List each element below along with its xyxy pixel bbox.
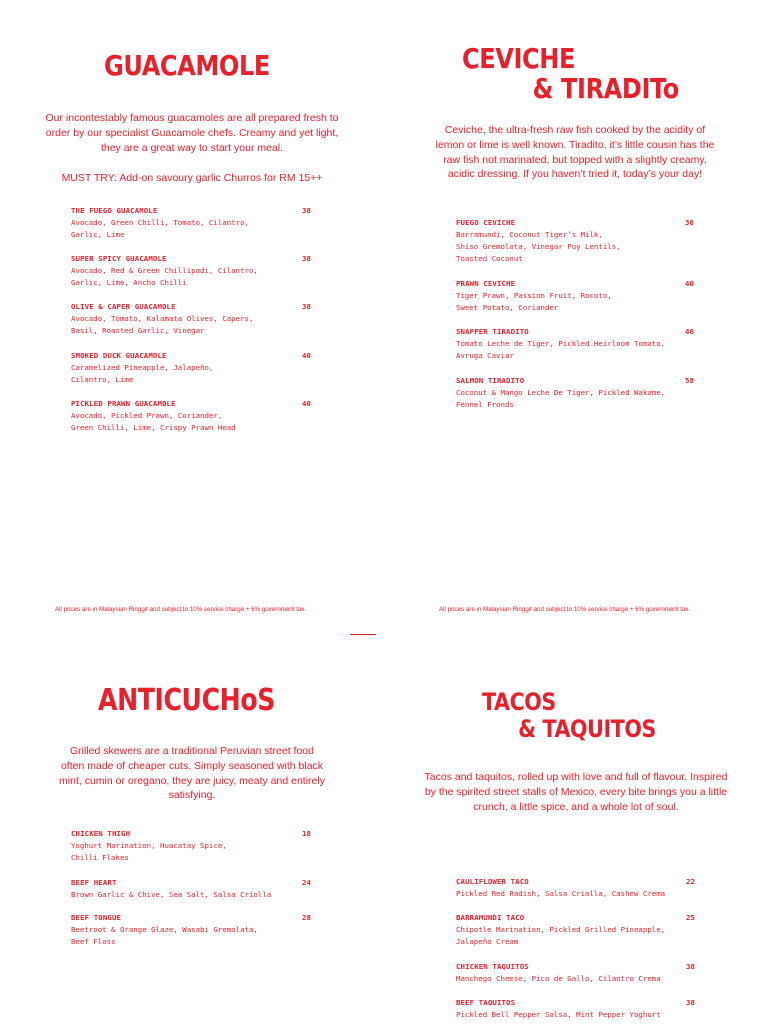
tacos-page bbox=[384, 512, 768, 1024]
menu-item-description: Caramelized Pineapple, Jalapeño, Cilantro, Lime bbox=[71, 363, 214, 384]
menu-item bbox=[71, 301, 313, 350]
menu-item-price: 24 bbox=[302, 878, 311, 887]
menu-item bbox=[456, 326, 698, 375]
menu-item-description: Yoghurt Marination, Huacatay Spice, Chilli Flakes bbox=[71, 841, 227, 862]
menu-item-description: Barramundi, Coconut Tiger’s Milk, Shiso Gremolata, Vinegar Puy Lentils, Toasted Coconut bbox=[456, 230, 621, 263]
menu-item-name: BEEF TONGUE bbox=[71, 913, 122, 922]
ceviche-intro: Ceviche, the ultra-fresh raw fish cooked by the acidity of lemon or lime is well known. Tiradito, it’s little cousin has the raw fish not marinated, but topped with a slightly creamy, acidic dressing. If you haven’t tried it, today’s your day! bbox=[435, 124, 715, 181]
menu-item-description: Avocado, Tomato, Kalamata Olives, Capers, Basil, Roasted Garlic, Vinegar bbox=[71, 314, 254, 335]
menu-item bbox=[456, 375, 698, 423]
menu-item-description: Pickled Bell Pepper Salsa, Mint Pepper Yoghurt bbox=[456, 1010, 661, 1019]
tacos-intro: Tacos and taquitos, rolled up with love and full of flavour. Inspired by the spirited street stalls of Mexico, every bite brings you a little crunch, a little spice, and a whole lot of soul. bbox=[424, 771, 728, 813]
menu-item-description: Manchego Cheese, Pico de Gallo, Cilantro Crema bbox=[456, 974, 661, 983]
anticuchos-menu-list bbox=[71, 828, 313, 960]
menu-item-description: Pickled Red Radish, Salsa Criolla, Cashew Crema bbox=[456, 889, 666, 898]
menu-item-description: Avocado, Green Chilli, Tomato, Cilantro, Garlic, Lime bbox=[71, 218, 249, 239]
menu-item-name: PICKLED PRAWN GUACAMOLE bbox=[71, 399, 176, 408]
menu-item-price: 28 bbox=[302, 913, 311, 922]
menu-item bbox=[456, 278, 698, 326]
menu-item-name: CHICKEN THIGH bbox=[71, 829, 131, 838]
menu-item-price: 58 bbox=[685, 376, 694, 385]
menu-item-description: Avocado, Pickled Prawn, Coriander, Green Chilli, Lime, Crispy Prawn Head bbox=[71, 411, 236, 432]
ceviche-page bbox=[384, 0, 768, 613]
price-footnote: All prices are in Malaysian Ringgit and subject to 10% service charge + 6% government tax. bbox=[55, 606, 307, 613]
menu-item bbox=[456, 876, 698, 912]
ceviche-title-line1: CEVICHE bbox=[462, 42, 575, 75]
price-footnote: All prices are in Malaysian Ringgit and subject to 10% service charge + 6% government tax. bbox=[439, 606, 691, 613]
ceviche-menu-list bbox=[456, 217, 698, 423]
menu-item-name: FUEGO CEVICHE bbox=[456, 218, 516, 227]
tacos-title-line1: TACOS bbox=[482, 688, 556, 716]
menu-item-name: BEEF TAQUITOS bbox=[456, 998, 516, 1007]
menu-item-name: OLIVE & CAPER GUACAMOLE bbox=[71, 302, 176, 311]
menu-item-price: 38 bbox=[686, 962, 695, 971]
menu-item bbox=[71, 350, 313, 398]
menu-item bbox=[456, 997, 698, 1023]
menu-item-name: BARRAMUNDI TACO bbox=[456, 913, 525, 922]
menu-item-price: 46 bbox=[685, 327, 694, 336]
menu-item-description: Tiger Prawn, Passion Fruit, Rocoto, Sweet Potato, Coriander bbox=[456, 291, 612, 312]
menu-item-name: SALMON TIRADITO bbox=[456, 376, 525, 385]
guacamole-must-try: MUST TRY: Add-on savoury garlic Churros for RM 15++ bbox=[61, 172, 323, 184]
anticuchos-page bbox=[0, 512, 384, 1024]
menu-item-name: SUPER SPICY GUACAMOLE bbox=[71, 254, 167, 263]
menu-item bbox=[71, 877, 313, 912]
menu-item-name: SMOKED DUCK GUACAMOLE bbox=[71, 351, 167, 360]
tacos-title bbox=[482, 690, 656, 741]
menu-item-name: THE FUEGO GUACAMOLE bbox=[71, 206, 158, 215]
menu-item-price: 38 bbox=[302, 302, 311, 311]
menu-item-price: 22 bbox=[686, 877, 695, 886]
guacamole-menu-list bbox=[71, 205, 313, 446]
menu-item-name: BEEF HEART bbox=[71, 878, 117, 887]
menu-item-description: Coconut & Mango Leche De Tiger, Pickled Wakame, Fennel Fronds bbox=[456, 388, 666, 409]
ceviche-title bbox=[462, 42, 679, 105]
guacamole-intro: Our incontestably famous guacamoles are all prepared fresh to order by our specialist Guacamole chefs. Creamy and yet light, they are a great way to start your meal. bbox=[45, 112, 339, 154]
menu-item bbox=[71, 828, 313, 877]
tacos-menu-list bbox=[456, 876, 698, 1023]
menu-item bbox=[456, 217, 698, 278]
menu-item-price: 38 bbox=[302, 206, 311, 215]
menu-item-price: 40 bbox=[302, 351, 311, 360]
menu-item bbox=[71, 398, 313, 446]
menu-item bbox=[71, 253, 313, 301]
menu-item-description: Beetroot & Orange Glaze, Wasabi Gremolata, Beef Floss bbox=[71, 925, 258, 946]
tacos-title-line2: & TAQUITOS bbox=[518, 715, 656, 743]
menu-item-name: SNAPPER TIRADITO bbox=[456, 327, 529, 336]
menu-item-description: Avocado, Red & Green Chillipadi, Cilantro, Garlic, Lime, Ancho Chilli bbox=[71, 266, 258, 287]
ceviche-title-line2: & TIRADITo bbox=[532, 72, 679, 105]
menu-item-price: 36 bbox=[685, 218, 694, 227]
menu-item-description: Tomato Leche de Tiger, Pickled Heirloom Tomato, Avruga Caviar bbox=[456, 339, 666, 360]
guacamole-page bbox=[0, 0, 384, 613]
menu-item-name: CAULIFLOWER TACO bbox=[456, 877, 529, 886]
menu-item-name: CHICKEN TAQUITOS bbox=[456, 962, 529, 971]
menu-item bbox=[456, 961, 698, 997]
anticuchos-intro: Grilled skewers are a traditional Peruvian street food often made of cheaper cuts. Simply seasoned with black mint, cumin or oregano, they are juicy, meaty and entirely satisfying. bbox=[59, 745, 325, 802]
menu-item-description: Chipotle Marination, Pickled Grilled Pineapple, Jalapeño Cream bbox=[456, 925, 666, 946]
menu-item-price: 25 bbox=[686, 913, 695, 922]
menu-item bbox=[71, 205, 313, 253]
menu-item-price: 38 bbox=[686, 998, 695, 1007]
menu-item-price: 40 bbox=[685, 279, 694, 288]
menu-item bbox=[71, 912, 313, 960]
menu-item-description: Brown Garlic & Chive, Sea Salt, Salsa Criolla bbox=[71, 890, 272, 899]
menu-item-price: 38 bbox=[302, 254, 311, 263]
menu-item bbox=[456, 912, 698, 961]
menu-item-price: 40 bbox=[302, 399, 311, 408]
menu-item-price: 18 bbox=[302, 829, 311, 838]
anticuchos-title: ANTICUCHoS bbox=[98, 683, 275, 718]
guacamole-title: GUACAMOLE bbox=[104, 49, 270, 82]
menu-item-name: PRAWN CEVICHE bbox=[456, 279, 516, 288]
